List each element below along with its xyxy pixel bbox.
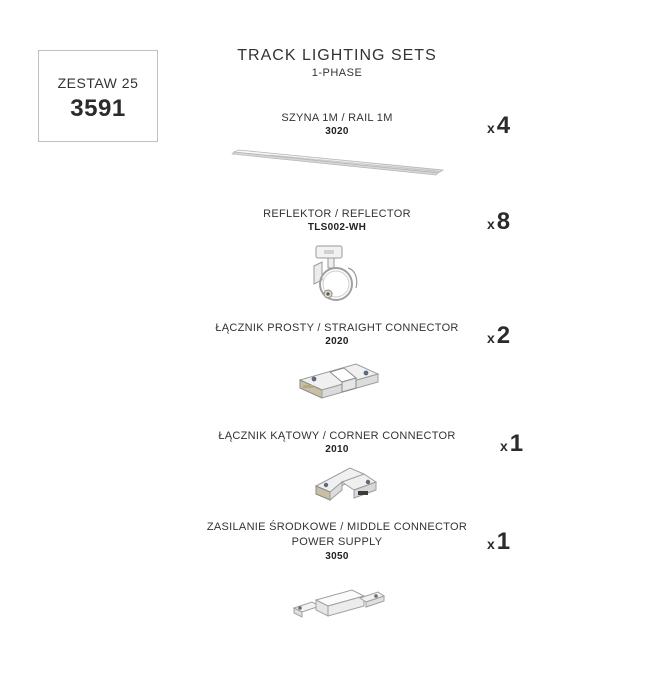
item-name-reflector: REFLEKTOR / REFLECTOR — [263, 208, 411, 220]
item-code-middle-connector: 3050 — [325, 551, 349, 562]
page-title: TRACK LIGHTING SETS — [237, 47, 437, 64]
rail-icon — [230, 148, 445, 178]
item-code-corner-connector: 2010 — [325, 444, 349, 455]
item-code-straight-connector: 2020 — [325, 336, 349, 347]
item-code-rail: 3020 — [325, 126, 349, 137]
middle-connector-icon — [290, 584, 386, 624]
corner-connector-icon — [312, 460, 380, 506]
qty-number: 8 — [496, 208, 511, 235]
item-code-reflector: TLS002-WH — [307, 222, 367, 233]
reflector-icon — [300, 240, 370, 308]
item-name-rail: SZYNA 1M / RAIL 1M — [281, 112, 393, 124]
item-name-middle-connector-line2: POWER SUPPLY — [291, 536, 383, 548]
item-name-middle-connector: ZASILANIE ŚRODKOWE / MIDDLE CONNECTOR — [206, 521, 468, 533]
item-qty-rail — [487, 112, 510, 140]
item-qty-straight-connector — [487, 322, 510, 350]
page-subtitle: 1-PHASE — [311, 67, 363, 79]
qty-number: 2 — [496, 322, 511, 349]
qty-multiplier: x — [487, 216, 495, 232]
set-number: 3591 — [70, 95, 126, 122]
qty-multiplier: x — [487, 120, 495, 136]
item-qty-corner-connector — [500, 430, 523, 458]
qty-multiplier: x — [487, 330, 495, 346]
item-qty-reflector — [487, 208, 510, 236]
qty-number: 1 — [496, 528, 511, 555]
qty-number: 4 — [496, 112, 511, 139]
qty-number: 1 — [509, 430, 524, 457]
straight-connector-icon — [296, 358, 382, 406]
qty-multiplier: x — [500, 438, 508, 454]
item-name-corner-connector: ŁĄCZNIK KĄTOWY / CORNER CONNECTOR — [218, 430, 456, 442]
set-box — [38, 50, 158, 142]
qty-multiplier: x — [487, 536, 495, 552]
set-label: ZESTAW 25 — [57, 75, 139, 91]
item-qty-middle-connector — [487, 528, 510, 556]
item-name-straight-connector: ŁĄCZNIK PROSTY / STRAIGHT CONNECTOR — [215, 322, 459, 334]
